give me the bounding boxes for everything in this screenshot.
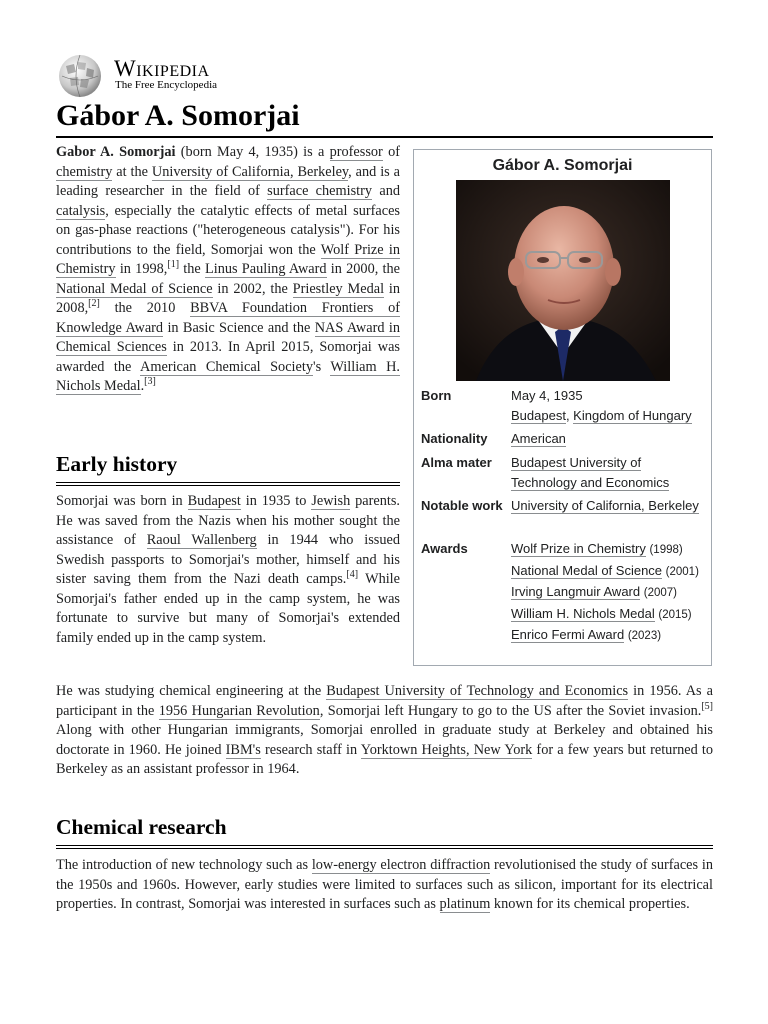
wikipedia-tagline: The Free Encyclopedia xyxy=(115,79,218,91)
text: the xyxy=(179,261,205,277)
link-american[interactable]: American xyxy=(511,431,566,446)
infobox-label: Born xyxy=(421,388,452,403)
portrait-illustration xyxy=(456,180,670,381)
link-uc-berkeley[interactable]: University of California, Berkeley xyxy=(151,163,349,180)
heading-divider xyxy=(56,485,400,486)
text: in 1935 to xyxy=(240,493,312,509)
page-title: Gábor A. Somorjai xyxy=(56,99,300,132)
text: in 2002, the xyxy=(212,280,293,297)
text: in Basic Science and the xyxy=(163,319,315,336)
link-leed[interactable]: low-energy electron diffraction xyxy=(311,857,491,873)
award-year: (1998) xyxy=(649,544,683,556)
infobox-value xyxy=(511,496,707,516)
text: The introduction of new technology such as xyxy=(56,857,312,873)
infobox xyxy=(413,149,712,666)
title-divider xyxy=(56,136,713,138)
text: at the xyxy=(112,163,152,180)
text: of xyxy=(382,144,401,160)
subject-name: Gabor A. Somorjai xyxy=(56,144,176,160)
text: He was studying chemical engineering at the xyxy=(56,683,327,699)
infobox-label: Awards xyxy=(421,541,468,556)
text: , xyxy=(565,407,574,423)
award-year: (2007) xyxy=(643,587,677,599)
text: for a few years but returned to Berkeley as an assistant professor in 1964. xyxy=(56,741,713,777)
award-year: (2023) xyxy=(627,630,662,642)
reference-1[interactable]: [1] xyxy=(167,259,180,270)
link-budapest-university[interactable]: Budapest University of Technology and Economics xyxy=(511,455,670,490)
text: in 2000, the xyxy=(326,261,401,277)
link-nichols-medal[interactable]: William H. Nichols Medal xyxy=(56,358,400,394)
link-american-chemical-society[interactable]: American Chemical Society xyxy=(140,358,313,375)
section-heading-early-history xyxy=(56,450,400,486)
heading-text: Chemical research xyxy=(56,815,227,839)
born-place xyxy=(511,406,707,426)
link-budapest-university[interactable]: Budapest University of Technology and Economics xyxy=(326,683,629,699)
infobox-title: Gábor A. Somorjai xyxy=(492,157,633,174)
link-priestley-medal[interactable]: Priestley Medal xyxy=(292,280,385,297)
text: Along with other Hungarian immigrants, Somorjai enrolled in graduate study at Berkeley and obtained his doctorate in 1960. He joined xyxy=(56,722,713,758)
text: and xyxy=(372,183,400,199)
reference-5[interactable]: [5] xyxy=(701,700,713,712)
link-1956-revolution[interactable]: 1956 Hungarian Revolution xyxy=(158,702,320,719)
link-professor[interactable]: professor xyxy=(329,144,383,160)
link-ibm[interactable]: IBM's xyxy=(225,741,261,758)
text: in 2008, xyxy=(56,280,400,316)
infobox-row-notable-work xyxy=(421,496,707,536)
text: While Somorjai's father ended up in the camp system, he was fortunate to survive but many of Somorjai's extended family ended up in the camp system. xyxy=(56,571,401,646)
intro-paragraph xyxy=(56,143,400,397)
infobox-value xyxy=(511,386,707,425)
link-raoul-wallenberg[interactable]: Raoul Wallenberg xyxy=(146,532,257,548)
text: . xyxy=(140,378,145,394)
heading-text: Early history xyxy=(56,452,178,476)
text: in 1956. As a participant in the xyxy=(56,683,713,719)
infobox-label: Notable work xyxy=(421,498,503,513)
wikipedia-wordmark: Wikipedia xyxy=(114,56,210,81)
award-item xyxy=(511,539,707,561)
link-nas-award[interactable]: NAS Award in Chemical Sciences xyxy=(56,319,400,355)
link-national-medal-of-science[interactable]: National Medal of Science xyxy=(56,280,213,297)
text: , and is a leading researcher in the field of xyxy=(56,163,400,199)
text: parents. He was saved from the Nazis when his mother sought the assistance of xyxy=(56,493,401,548)
link-award[interactable]: William H. Nichols Medal xyxy=(511,605,655,621)
chemical-research-paragraph-1 xyxy=(56,856,713,915)
text: , especially the catalytic effects of metal surfaces on gas-phase reactions ("heterogeneous catalysis"). For his contributions to the field, Somorjai won the xyxy=(56,202,400,258)
text: in 1998, xyxy=(115,261,168,277)
link-award[interactable]: Irving Langmuir Award xyxy=(511,584,641,599)
link-budapest[interactable]: Budapest xyxy=(187,493,241,509)
heading-divider xyxy=(56,848,713,849)
text: in 2013. In April 2015, Somorjai was awarded the xyxy=(56,339,400,375)
wikipedia-logo[interactable] xyxy=(56,54,296,98)
award-year: (2001) xyxy=(665,565,699,578)
text: the 2010 xyxy=(99,300,191,316)
link-award[interactable]: Wolf Prize in Chemistry xyxy=(511,541,646,556)
early-history-paragraph-2 xyxy=(56,682,713,780)
text: in 1944 who issued Swedish passports to Somorjai's mother, himself and his sister saving them from the Nazi death camps. xyxy=(56,532,400,587)
text: research staff in xyxy=(260,741,361,758)
award-item xyxy=(511,582,707,604)
heading-divider xyxy=(56,845,713,846)
reference-3[interactable]: [3] xyxy=(144,376,156,387)
link-jewish[interactable]: Jewish xyxy=(311,493,351,509)
infobox-label: Nationality xyxy=(421,431,488,446)
awards-list xyxy=(511,539,707,647)
link-kingdom-of-hungary[interactable]: Kingdom of Hungary xyxy=(573,407,692,423)
link-uc-berkeley[interactable]: University of California, Berkeley xyxy=(511,498,699,513)
infobox-label: Alma mater xyxy=(421,455,492,470)
link-budapest[interactable]: Budapest xyxy=(511,407,566,423)
text: 's xyxy=(313,358,331,375)
text: Somorjai was born in xyxy=(56,493,188,509)
infobox-row-born xyxy=(421,386,707,426)
heading-divider xyxy=(56,482,400,483)
link-bbva-award[interactable]: BBVA Foundation Frontiers of Knowledge Award xyxy=(56,300,400,336)
link-yorktown-heights[interactable]: Yorktown Heights, New York xyxy=(360,741,533,758)
reference-4[interactable]: [4] xyxy=(346,569,359,580)
link-chemistry[interactable]: chemistry xyxy=(56,163,113,180)
text: , Somorjai left Hungary to go to the US after the Soviet invasion. xyxy=(319,702,702,719)
link-award[interactable]: Enrico Fermi Award xyxy=(511,627,625,642)
link-linus-pauling-award[interactable]: Linus Pauling Award xyxy=(204,261,327,277)
text: known for its chemical properties. xyxy=(490,896,690,912)
award-item xyxy=(511,625,707,647)
infobox-row-awards xyxy=(421,539,707,659)
link-wolf-prize[interactable]: Wolf Prize in Chemistry xyxy=(56,241,400,277)
reference-2[interactable]: [2] xyxy=(88,298,100,309)
born-date: May 4, 1935 xyxy=(511,388,583,403)
infobox-value xyxy=(511,453,707,492)
wikipedia-globe-icon xyxy=(56,54,104,98)
link-award[interactable]: National Medal of Science xyxy=(511,562,663,578)
award-item xyxy=(511,561,707,583)
early-history-paragraph-1 xyxy=(56,492,400,648)
infobox-row-nationality xyxy=(421,429,707,449)
link-surface-chemistry[interactable]: surface chemistry xyxy=(267,183,373,199)
award-year: (2015) xyxy=(658,608,692,621)
award-item xyxy=(511,604,707,626)
text: revolutionised the study of surfaces in the 1950s and 1960s. However, early studies were limited to surfaces such as silicon, important for its electrical properties. In contrast, Somorjai was interested in surfaces such as xyxy=(56,857,713,912)
text: (born May 4, 1935) is a xyxy=(175,144,330,160)
infobox-value xyxy=(511,429,707,449)
portrait-photo[interactable] xyxy=(456,180,670,381)
section-heading-chemical-research xyxy=(56,813,713,849)
link-catalysis[interactable]: catalysis xyxy=(56,202,106,219)
infobox-row-alma-mater xyxy=(421,453,707,493)
link-platinum[interactable]: platinum xyxy=(439,896,491,912)
